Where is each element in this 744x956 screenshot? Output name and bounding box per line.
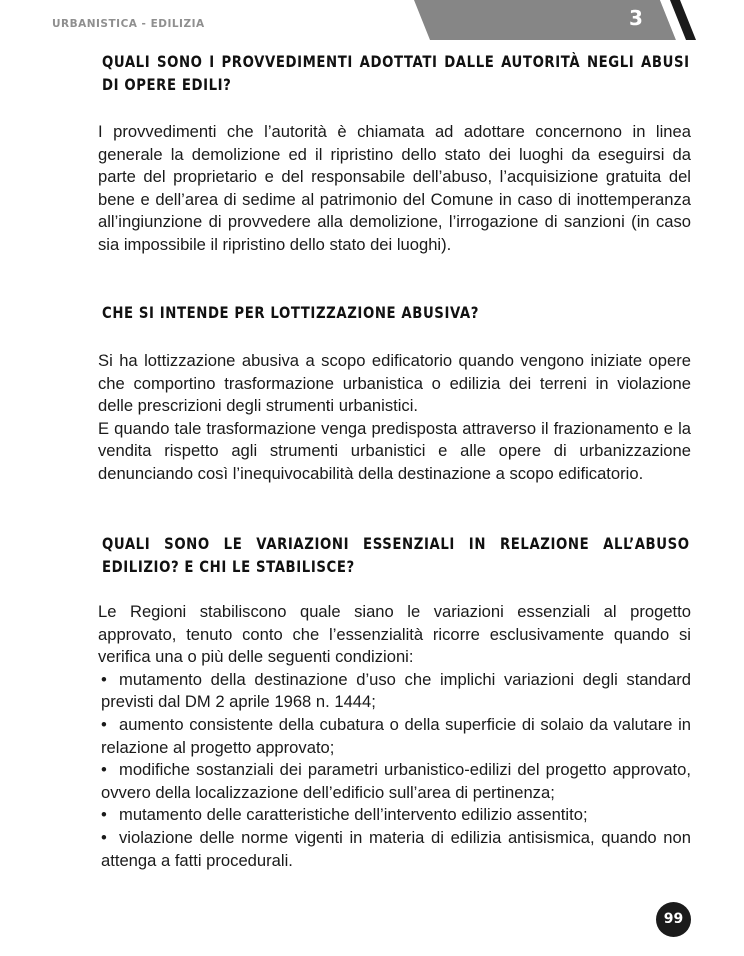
section-body bbox=[98, 121, 691, 257]
section-heading: CHE SI INTENDE PER LOTTIZZAZIONE ABUSIVA? bbox=[102, 303, 480, 322]
chapter-tab bbox=[414, 0, 744, 40]
paragraph: I provvedimenti che l’autorità è chiamata ad adottare concernono in linea generale la demolizione ed il ripristino dello stato dei luoghi da eseguirsi da parte del proprietario e del responsabile dell’abuso, l’acquisizione gratuita del bene e dell’area di sedime al patrimonio del Comune in caso di inottemperanza all’ingiunzione di provvedere alla demolizione, l’irrogazione di sanzioni (in caso sia impossibile il ripristino dello stato dei luoghi). bbox=[98, 122, 691, 254]
chapter-tab-shape bbox=[414, 0, 744, 40]
section-label: URBANISTICA - EDILIZIA bbox=[52, 18, 205, 30]
conditions-list bbox=[98, 669, 691, 872]
section-body bbox=[98, 350, 691, 486]
section-heading: QUALI SONO I PROVVEDIMENTI ADOTTATI DALLE AUTORITÀ NEGLI ABUSI DI OPERE EDILI? bbox=[102, 52, 690, 94]
section-body bbox=[98, 601, 691, 872]
page-number-badge: 99 bbox=[656, 902, 691, 937]
section-heading: QUALI SONO LE VARIAZIONI ESSENZIALI IN RELAZIONE ALL’ABUSO EDILIZIO? E CHI LE STABILISCE? bbox=[102, 534, 690, 576]
list-item: • mutamento della destinazione d’uso che implichi variazioni degli standard previsti dal DM 2 aprile 1968 n. 1444; bbox=[98, 669, 691, 714]
paragraph: E quando tale trasformazione venga predisposta attraverso il frazionamento e la vendita rispetto agli strumenti urbanistici e alle opere di urbanizzazione denunciando così l’inequivocabilità della destinazione a scopo edificatorio. bbox=[98, 418, 691, 483]
paragraph: Le Regioni stabiliscono quale siano le variazioni essenziali al progetto approvato, tenuto conto che l’essenzialità ricorre esclusivamente quando si verifica una o più delle seguenti condizioni: bbox=[98, 602, 691, 667]
list-item: • modifiche sostanziali dei parametri urbanistico-edilizi del progetto approvato, ovvero della localizzazione dell’edificio sull’area di pertinenza; bbox=[98, 759, 691, 804]
chapter-number: 3 bbox=[629, 6, 643, 30]
list-item: • aumento consistente della cubatura o della superficie di solaio da valutare in relazione al progetto approvato; bbox=[98, 714, 691, 759]
list-item: • mutamento delle caratteristiche dell’intervento edilizio assentito; bbox=[98, 804, 691, 827]
paragraph: Si ha lottizzazione abusiva a scopo edificatorio quando vengono iniziate opere che comportino trasformazione urbanistica o edilizia dei terreni in violazione delle prescrizioni degli strumenti urbanistici. bbox=[98, 351, 691, 416]
list-item: • violazione delle norme vigenti in materia di edilizia antisismica, quando non attenga a fatti procedurali. bbox=[98, 827, 691, 872]
